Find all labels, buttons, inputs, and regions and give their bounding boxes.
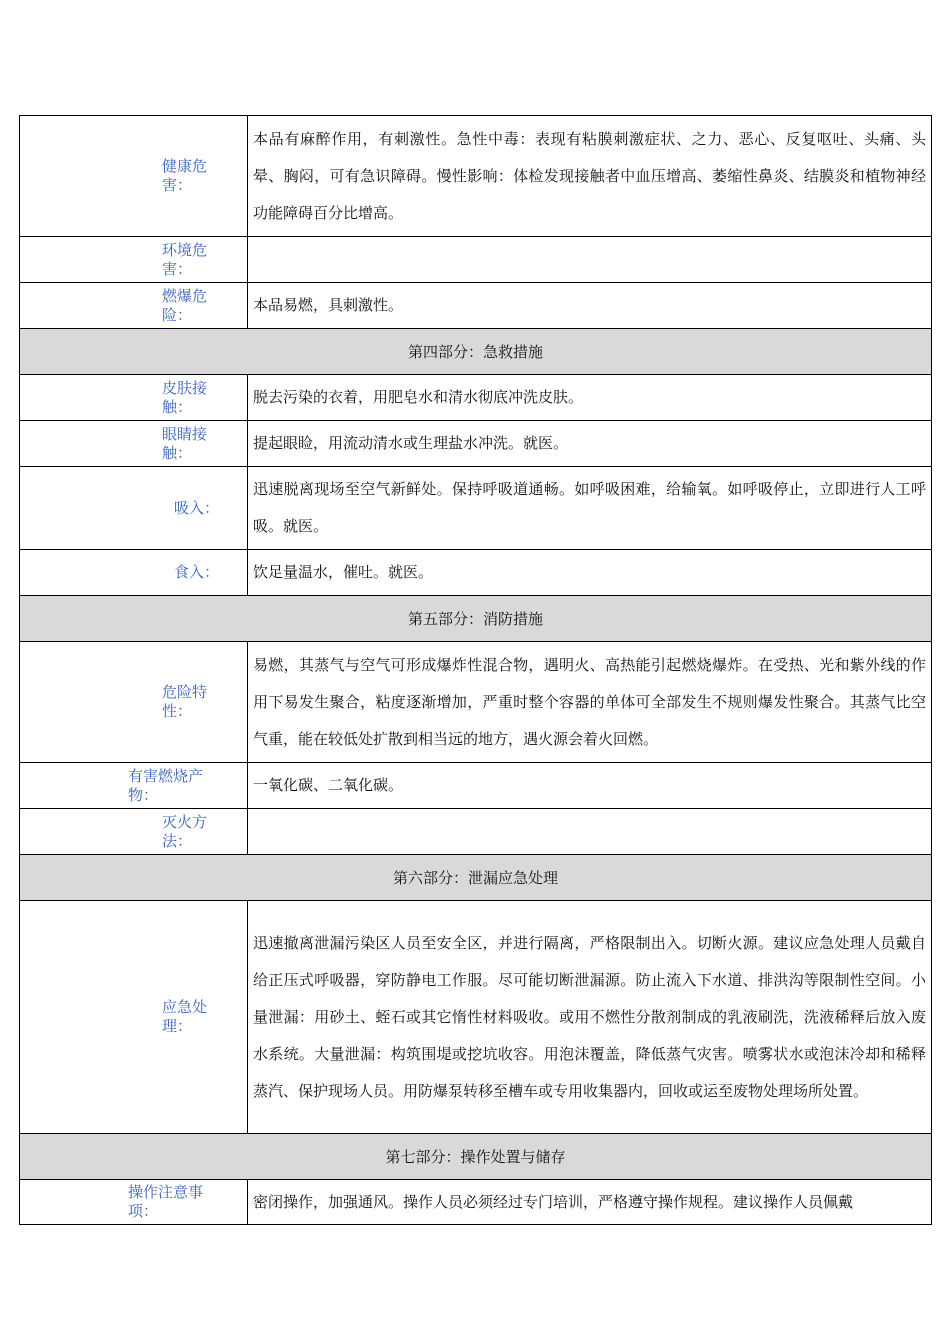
row-content: 提起眼睑，用流动清水或生理盐水冲洗。就医。 — [248, 421, 932, 467]
row-label: 眼睛接触： — [20, 421, 248, 467]
row-content: 迅速撤离泄漏污染区人员至安全区，并进行隔离，严格限制出入。切断火源。建议应急处理人员戴自给正压式呼吸器，穿防静电工作服。尽可能切断泄漏源。防止流入下水道、排洪沟等限制性空间。小量泄漏：用砂土、蛭石或其它惰性材料吸收。或用不燃性分散剂制成的乳液刷洗，洗液稀释后放入废水系统。大量泄漏：构筑围堤或挖坑收容。用泡沫覆盖，降低蒸气灾害。喷雾状水或泡沫冷却和稀释蒸汽、保护现场人员。用防爆泵转移至槽车或专用收集器内，回收或运至废物处理场所处置。 — [248, 901, 932, 1134]
table-row — [20, 901, 932, 1134]
section-title: 第六部分：泄漏应急处理 — [20, 855, 932, 901]
table-row — [20, 642, 932, 763]
table-row — [20, 1180, 932, 1225]
row-label: 燃爆危险： — [20, 283, 248, 329]
table-row — [20, 763, 932, 809]
row-content: 脱去污染的衣着，用肥皂水和清水彻底冲洗皮肤。 — [248, 375, 932, 421]
row-content: 迅速脱离现场至空气新鲜处。保持呼吸道通畅。如呼吸困难，给输氧。如呼吸停止，立即进行人工呼吸。就医。 — [248, 467, 932, 550]
row-label: 操作注意事项： — [20, 1180, 248, 1225]
row-label: 健康危害： — [20, 116, 248, 237]
row-content: 本品易燃，具刺激性。 — [248, 283, 932, 329]
section-header — [20, 1134, 932, 1180]
section-header — [20, 596, 932, 642]
table-row — [20, 283, 932, 329]
row-label: 危险特性： — [20, 642, 248, 763]
row-label: 有害燃烧产物： — [20, 763, 248, 809]
row-content: 饮足量温水，催吐。就医。 — [248, 550, 932, 596]
row-label: 食入： — [20, 550, 248, 596]
table-row — [20, 809, 932, 855]
row-label: 灭火方法： — [20, 809, 248, 855]
section-header — [20, 329, 932, 375]
row-content: 本品有麻醉作用，有刺激性。急性中毒：表现有粘膜刺激症状、之力、恶心、反复呕吐、头痛、头晕、胸闷，可有急识障碍。慢性影响：体检发现接触者中血压增高、萎缩性鼻炎、结膜炎和植物神经功能障碍百分比增高。 — [248, 116, 932, 237]
table-row — [20, 550, 932, 596]
row-label: 吸入： — [20, 467, 248, 550]
table-row — [20, 237, 932, 283]
msds-table — [19, 115, 932, 1225]
row-label: 应急处理： — [20, 901, 248, 1134]
row-content: 密闭操作，加强通风。操作人员必须经过专门培训，严格遵守操作规程。建议操作人员佩戴 — [248, 1180, 932, 1225]
section-title: 第五部分：消防措施 — [20, 596, 932, 642]
row-content — [248, 809, 932, 855]
row-content: 易燃，其蒸气与空气可形成爆炸性混合物，遇明火、高热能引起燃烧爆炸。在受热、光和紫外线的作用下易发生聚合，粘度逐渐增加，严重时整个容器的单体可全部发生不规则爆发性聚合。其蒸气比空气重，能在较低处扩散到相当远的地方，遇火源会着火回燃。 — [248, 642, 932, 763]
table-row — [20, 116, 932, 237]
row-content — [248, 237, 932, 283]
row-label: 环境危害： — [20, 237, 248, 283]
table-row — [20, 421, 932, 467]
row-content: 一氧化碳、二氧化碳。 — [248, 763, 932, 809]
section-title: 第四部分：急救措施 — [20, 329, 932, 375]
row-label: 皮肤接触： — [20, 375, 248, 421]
section-header — [20, 855, 932, 901]
section-title: 第七部分：操作处置与储存 — [20, 1134, 932, 1180]
table-row — [20, 375, 932, 421]
table-row — [20, 467, 932, 550]
